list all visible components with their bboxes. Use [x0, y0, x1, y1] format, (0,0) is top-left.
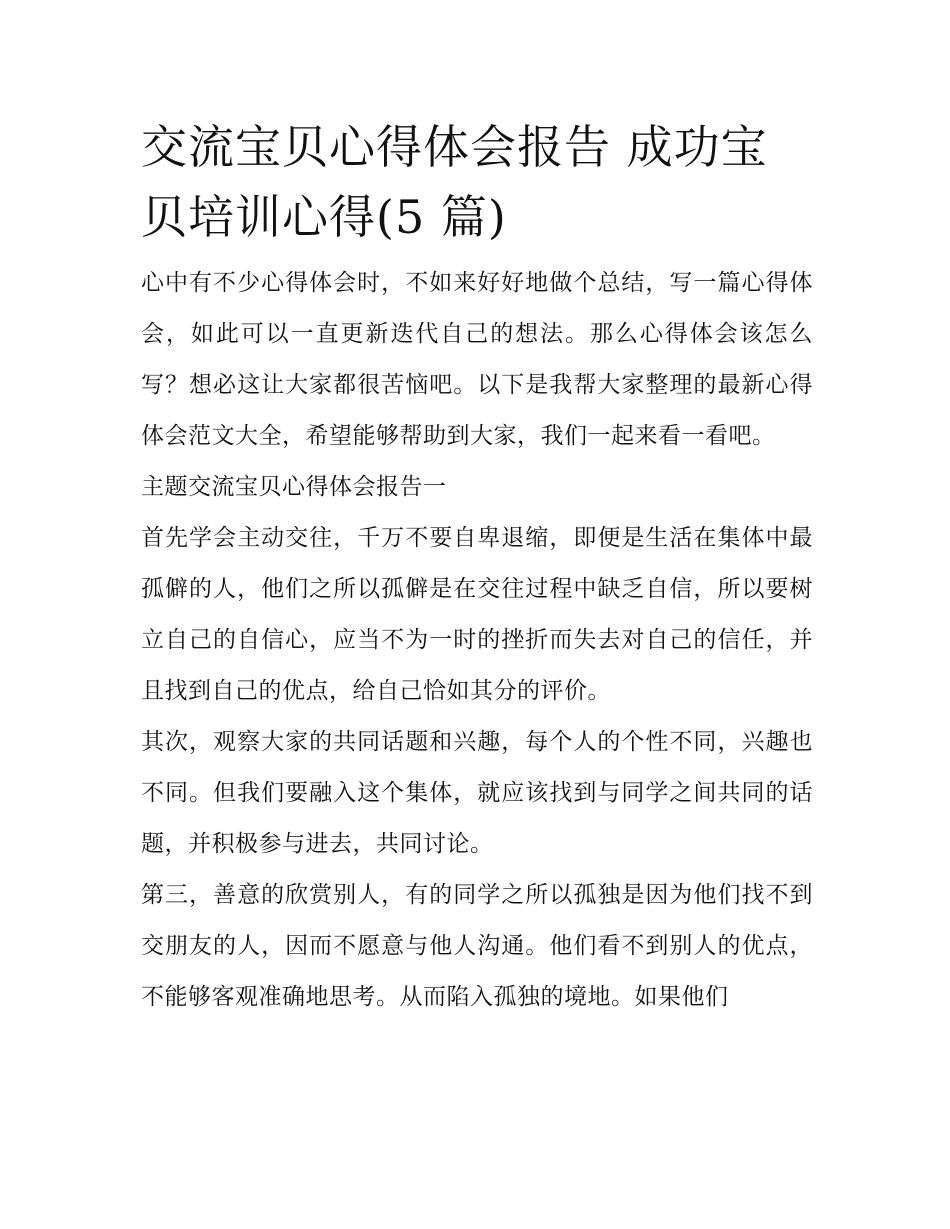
body-paragraph-1: 首先学会主动交往，千万不要自卑退缩，即便是生活在集体中最孤僻的人，他们之所以孤僻是在交往过程中缺乏自信，所以要树立自己的自信心，应当不为一时的挫折而失去对自己的信任，并且找到自己的优点，给自己恰如其分的评价。	[141, 525, 813, 704]
title-line-2: 贝培训心得(5 篇)	[141, 190, 507, 244]
section-heading: 主题交流宝贝心得体会报告一	[141, 474, 447, 500]
body-paragraph-2: 其次，观察大家的共同话题和兴趣，每个人的个性不同，兴趣也不同。但我们要融入这个集体，就应该找到与同学之间共同的话题，并积极参与进去，共同讨论。	[141, 729, 813, 857]
intro-paragraph: 心中有不少心得体会时，不如来好好地做个总结，写一篇心得体会，如此可以一直更新迭代自己的想法。那么心得体会该怎么写？想必这让大家都很苦恼吧。以下是我帮大家整理的最新心得体会范文大全，希望能够帮助到大家，我们一起来看一看吧。	[141, 270, 813, 449]
document-body	[141, 112, 813, 1023]
title-line-1: 交流宝贝心得体会报告 成功宝	[141, 120, 768, 174]
body-paragraph-3: 第三，善意的欣赏别人，有的同学之所以孤独是因为他们找不到交朋友的人，因而不愿意与他人沟通。他们看不到别人的优点，不能够客观准确地思考。从而陷入孤独的境地。如果他们	[141, 882, 813, 1010]
document-title	[141, 112, 813, 252]
